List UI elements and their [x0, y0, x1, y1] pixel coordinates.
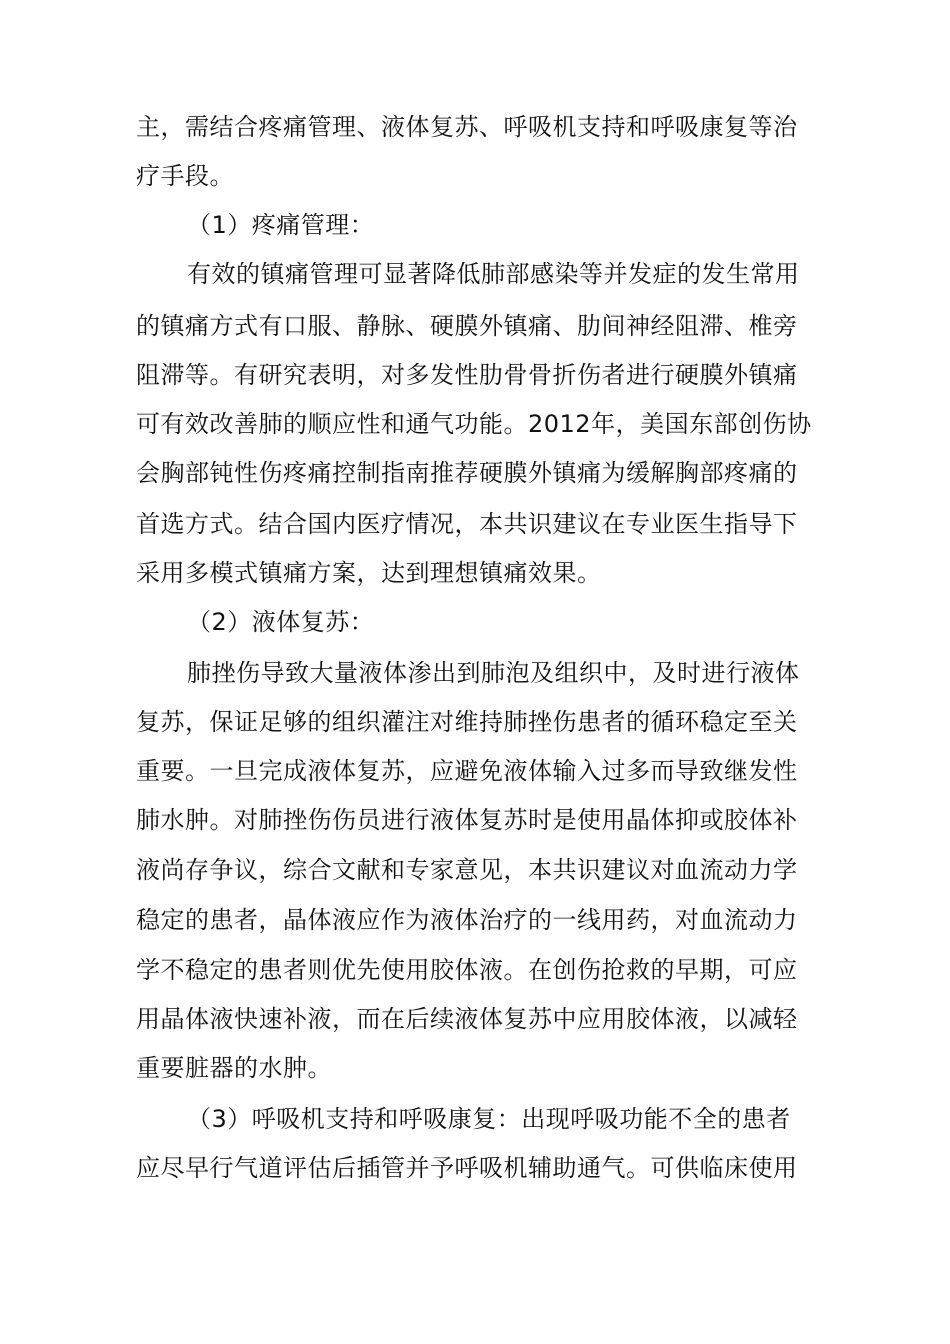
text-line: 有效的镇痛管理可显著降低肺部感染等并发症的发生常用 [187, 260, 800, 288]
text-line: 稳定的患者，晶体液应作为液体治疗的一线用药，对血流动力 [136, 906, 798, 934]
text-line: 重要脏器的水肿。 [136, 1054, 332, 1082]
text-line: 首选方式。结合国内医疗情况，本共识建议在专业医生指导下 [136, 510, 798, 538]
text-line: 应尽早行气道评估后插管并予呼吸机辅助通气。可供临床使用 [136, 1154, 798, 1182]
text-line: 用晶体液快速补液，而在后续液体复苏中应用胶体液，以减轻 [136, 1005, 798, 1033]
text-line: 会胸部钝性伤疼痛控制指南推荐硬膜外镇痛为缓解胸部疼痛的 [136, 459, 798, 487]
text-line: 重要。一旦完成液体复苏，应避免液体输入过多而导致继发性 [136, 757, 798, 785]
text-line: 液尚存争议，综合文献和专家意见，本共识建议对血流动力学 [136, 856, 798, 884]
text-line: 阻滞等。有研究表明，对多发性肋骨骨折伤者进行硬膜外镇痛 [136, 361, 798, 389]
text-line: 的镇痛方式有口服、静脉、硬膜外镇痛、肋间神经阻滞、椎旁 [136, 312, 798, 340]
text-line: 学不稳定的患者则优先使用胶体液。在创伤抢救的早期，可应 [136, 956, 798, 984]
text-line: 可有效改善肺的顺应性和通气功能。2012年，美国东部创伤协 [136, 410, 812, 438]
section-heading-ventilator-support: （3）呼吸机支持和呼吸康复：出现呼吸功能不全的患者 [187, 1105, 791, 1133]
text-line: 复苏，保证足够的组织灌注对维持肺挫伤患者的循环稳定至关 [136, 708, 798, 736]
section-heading-pain-management: （1）疼痛管理： [187, 211, 375, 239]
text-line: 疗手段。 [136, 162, 234, 190]
text-line: 主，需结合疼痛管理、液体复苏、呼吸机支持和呼吸康复等治 [136, 113, 798, 141]
section-heading-fluid-resuscitation: （2）液体复苏： [187, 608, 375, 636]
text-line: 肺水肿。对肺挫伤伤员进行液体复苏时是使用晶体抑或胶体补 [136, 806, 798, 834]
text-line: 肺挫伤导致大量液体渗出到肺泡及组织中，及时进行液体 [187, 659, 800, 687]
text-line: 采用多模式镇痛方案，达到理想镇痛效果。 [136, 559, 602, 587]
